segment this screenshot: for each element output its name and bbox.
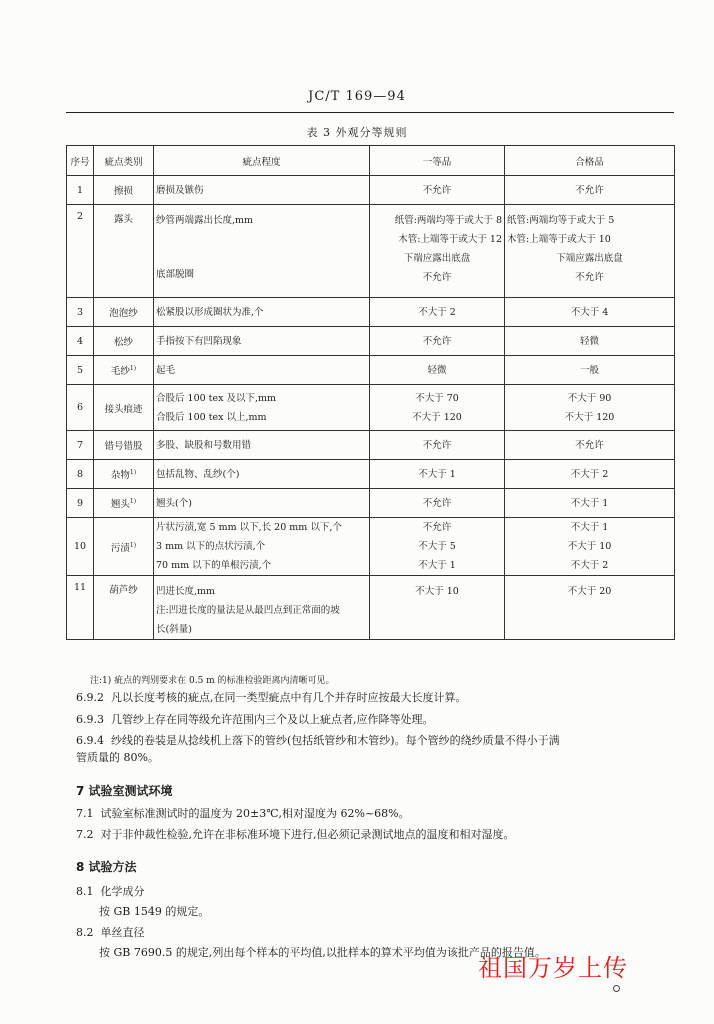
cell-line: 不大于 1: [418, 468, 456, 480]
cell-line: 下端应露出底盘: [556, 253, 623, 264]
row-category: [94, 518, 154, 576]
row-category: [94, 460, 154, 489]
row-category: [94, 385, 154, 431]
clause-number: 6.9.3: [76, 713, 104, 726]
cell-line: 纸管:两端均等于或大于 8: [394, 215, 502, 226]
clause-6-9-4-cont: 管质量的 80%。: [76, 751, 159, 764]
footnote-marker: 1): [129, 468, 137, 476]
row-qualified: [505, 576, 675, 640]
cell-line: 不大于 90: [567, 392, 612, 404]
row-number: 10: [67, 518, 94, 576]
clause-number: 8.1: [76, 885, 94, 898]
cell-line: 不允许: [422, 522, 452, 533]
row-number: 2: [67, 205, 94, 298]
cell-line: 轻微: [579, 335, 599, 347]
row-degree: [154, 431, 370, 460]
cell-line: 磨损及镞伤: [156, 184, 204, 196]
col-header-category: 疵点类别: [94, 146, 154, 176]
row-degree: [154, 356, 370, 385]
row-qualified: [505, 298, 675, 327]
clause-8-2: [76, 925, 145, 941]
table-header-row: [67, 146, 675, 176]
clause-number: 6.9.2: [76, 691, 104, 704]
row-number: 3: [67, 298, 94, 327]
row-qualified: [505, 327, 675, 356]
row-category: [94, 431, 154, 460]
category-text: 污渍: [110, 542, 130, 554]
table-caption: 表 3 外观分等规则: [306, 126, 408, 139]
clause-number: 6.9.4: [76, 734, 104, 747]
clause-number: 7.2: [76, 828, 94, 841]
row-degree: [154, 460, 370, 489]
row-first-grade: [370, 431, 505, 460]
table-row: [67, 576, 675, 640]
table-row: [67, 460, 675, 489]
cell-line: 不大于 1: [418, 560, 456, 571]
row-category: [94, 176, 154, 205]
row-number: 5: [67, 356, 94, 385]
upload-watermark: 祖国万岁上传: [478, 954, 628, 982]
row-degree: [154, 576, 370, 640]
row-category: [94, 356, 154, 385]
cell-line: 起毛: [156, 364, 176, 376]
category-text: 翘头: [110, 499, 130, 510]
clause-text: 几管纱上存在同等级允许范围内三个及以上疵点者,应作降等处理。: [111, 713, 434, 726]
row-first-grade: [370, 385, 505, 431]
category-text: 松纱: [113, 337, 133, 348]
cell-spacer: [156, 230, 367, 265]
cell-line: 合股后 100 tex 以上,mm: [156, 411, 267, 423]
cell-line: 不允许: [575, 272, 604, 283]
row-first-grade: [370, 356, 505, 385]
row-first-grade: [370, 327, 505, 356]
row-number: 7: [67, 431, 94, 460]
footnote-marker: 1): [129, 541, 137, 549]
table-row: [67, 489, 675, 518]
category-text: 杂物: [110, 470, 130, 481]
row-category: [94, 576, 154, 640]
cell-line: 70 mm 以下的单根污渍,个: [156, 560, 272, 571]
cell-line: 长(斜量): [156, 624, 192, 635]
row-degree: [154, 489, 370, 518]
cell-line: 包括乱物、乱纱(个): [156, 468, 240, 480]
cell-line: 不大于 10: [415, 586, 459, 597]
cell-line: 一般: [579, 364, 599, 376]
row-qualified: [505, 489, 675, 518]
row-qualified: [505, 460, 675, 489]
clause-heading: 化学成分: [100, 885, 145, 898]
cell-line: 翘头(个): [156, 497, 192, 509]
col-header-qualified: 合格品: [505, 146, 675, 176]
table-row: [67, 518, 675, 576]
cell-line: 底部脱圈: [156, 269, 195, 280]
cell-line: 不大于 4: [570, 306, 609, 318]
cell-line: 不大于 20: [567, 586, 612, 597]
row-first-grade: [370, 205, 505, 298]
table-row: [67, 176, 675, 205]
cell-line: 不大于 2: [418, 306, 456, 318]
table-row: [67, 205, 675, 298]
clause-text: 纱线的卷装是从捻线机上落下的管纱(包括纸管纱和木管纱)。每个管纱的绕纱质量不得小于满: [111, 734, 560, 747]
header-rule: [66, 112, 674, 113]
clause-number: 8.2: [76, 926, 94, 939]
cell-line: 片状污渍,宽 5 mm 以下,长 20 mm 以下,个: [156, 522, 342, 533]
row-category: [94, 298, 154, 327]
row-qualified: [505, 176, 675, 205]
cell-line: 不大于 120: [564, 411, 615, 423]
row-number: 1: [67, 176, 94, 205]
clause-text: 试验室标准测试时的温度为 20±3℃,相对湿度为 62%~68%。: [100, 807, 410, 820]
clause-8-2-text: 按 GB 7690.5 的规定,列出每个样本的平均值,以批样本的算术平均值为该批产品的报告值。: [99, 946, 546, 959]
cell-line: 纸管:两端均等于或大于 5: [507, 215, 615, 226]
category-text: 露头: [113, 214, 133, 225]
table-row: [67, 356, 675, 385]
clause-text: 凡以长度考核的疵点,在同一类型疵点中有几个并存时应按最大长度计算。: [111, 691, 467, 704]
cell-line: 不大于 2: [570, 468, 609, 480]
row-number: 9: [67, 489, 94, 518]
row-degree: [154, 327, 370, 356]
clause-number: 7.1: [76, 807, 94, 820]
row-qualified: [505, 385, 675, 431]
row-first-grade: [370, 489, 505, 518]
cell-line: 不大于 1: [570, 522, 609, 533]
cell-line: 注:凹进长度的量法是从最凹点到正常面的坡: [156, 605, 340, 616]
clause-7-1: [76, 806, 410, 822]
row-first-grade: [370, 576, 505, 640]
category-text: 泡泡纱: [109, 308, 138, 319]
cell-line: 不允许: [575, 184, 604, 196]
cell-line: 不允许: [422, 335, 452, 347]
page-header: JC/T 169—94: [308, 89, 406, 104]
clause-8-1-text: 按 GB 1549 的规定。: [99, 905, 210, 918]
row-category: [94, 205, 154, 298]
appearance-grading-table: [66, 145, 675, 640]
cell-line: 不大于 10: [567, 541, 612, 552]
col-header-degree: 疵点程度: [154, 146, 370, 176]
row-degree: [154, 518, 370, 576]
clause-8-1: [76, 884, 145, 900]
cell-line: 多股、缺股和号数用错: [156, 439, 252, 451]
cell-line: 不大于 5: [418, 541, 456, 552]
category-text: 擦损: [113, 186, 133, 197]
cell-line: 不允许: [422, 497, 452, 509]
row-first-grade: [370, 176, 505, 205]
page-mark: [613, 985, 620, 992]
cell-line: 不大于 2: [570, 560, 609, 571]
table-row: [67, 385, 675, 431]
clause-7-2: [76, 827, 515, 843]
cell-line: 木管:上端等于或大于 12: [398, 234, 502, 245]
row-qualified: [505, 205, 675, 298]
cell-line: 不允许: [422, 439, 452, 451]
cell-line: 3 mm 以下的点状污渍,个: [156, 541, 266, 552]
cell-line: 不允许: [422, 272, 452, 283]
cell-line: 不大于 120: [412, 411, 462, 423]
row-first-grade: [370, 460, 505, 489]
category-text: 葫芦纱: [109, 585, 138, 596]
clause-6-9-4: [76, 733, 560, 749]
section-7-title: 7 试验室测试环境: [76, 784, 173, 798]
cell-line: 松紧股以形成圈状为准,个: [156, 306, 264, 318]
table-row: [67, 298, 675, 327]
row-degree: [154, 298, 370, 327]
row-degree: [154, 176, 370, 205]
col-header-first-grade: 一等品: [370, 146, 505, 176]
category-text: 错号错股: [104, 441, 143, 452]
row-first-grade: [370, 298, 505, 327]
footnote-marker: 1): [129, 497, 137, 505]
row-degree: [154, 205, 370, 298]
row-number: 4: [67, 327, 94, 356]
cell-line: 不大于 1: [570, 497, 609, 509]
table-footnote: 注:1) 疵点的判别要求在 0.5 m 的标准检验距离内清晰可见。: [90, 676, 335, 686]
table-row: [67, 327, 675, 356]
cell-line: 木管:上端等于或大于 10: [507, 234, 611, 245]
section-8-title: 8 试验方法: [76, 860, 137, 874]
category-text: 接头痕迹: [104, 403, 143, 415]
clause-6-9-3: [76, 712, 434, 728]
row-number: 8: [67, 460, 94, 489]
cell-line: 纱管两端露出长度,mm: [156, 215, 254, 226]
cell-line: 不允许: [575, 439, 604, 451]
clause-6-9-2: [76, 690, 467, 706]
cell-line: 手指按下有凹陷现象: [156, 335, 242, 347]
row-first-grade: [370, 518, 505, 576]
row-qualified: [505, 356, 675, 385]
cell-line: 凹进长度,mm: [156, 586, 216, 597]
cell-line: 下端应露出底盘: [403, 253, 471, 264]
row-qualified: [505, 431, 675, 460]
table-row: [67, 431, 675, 460]
cell-line: 不大于 70: [415, 392, 459, 404]
row-category: [94, 327, 154, 356]
row-number: 6: [67, 385, 94, 431]
row-degree: [154, 385, 370, 431]
clause-heading: 单丝直径: [100, 926, 145, 939]
clause-text: 对于非仲裁性检验,允许在非标准环境下进行,但必须记录测试地点的温度和相对湿度。: [100, 828, 515, 841]
row-qualified: [505, 518, 675, 576]
row-category: [94, 489, 154, 518]
cell-line: 轻微: [427, 364, 447, 376]
cell-line: 不允许: [422, 184, 452, 196]
col-header-num: 序号: [67, 146, 94, 176]
cell-line: 合股后 100 tex 及以下,mm: [156, 392, 277, 404]
row-number: 11: [67, 576, 94, 640]
category-text: 毛纱: [110, 366, 130, 377]
footnote-marker: 1): [129, 364, 137, 372]
